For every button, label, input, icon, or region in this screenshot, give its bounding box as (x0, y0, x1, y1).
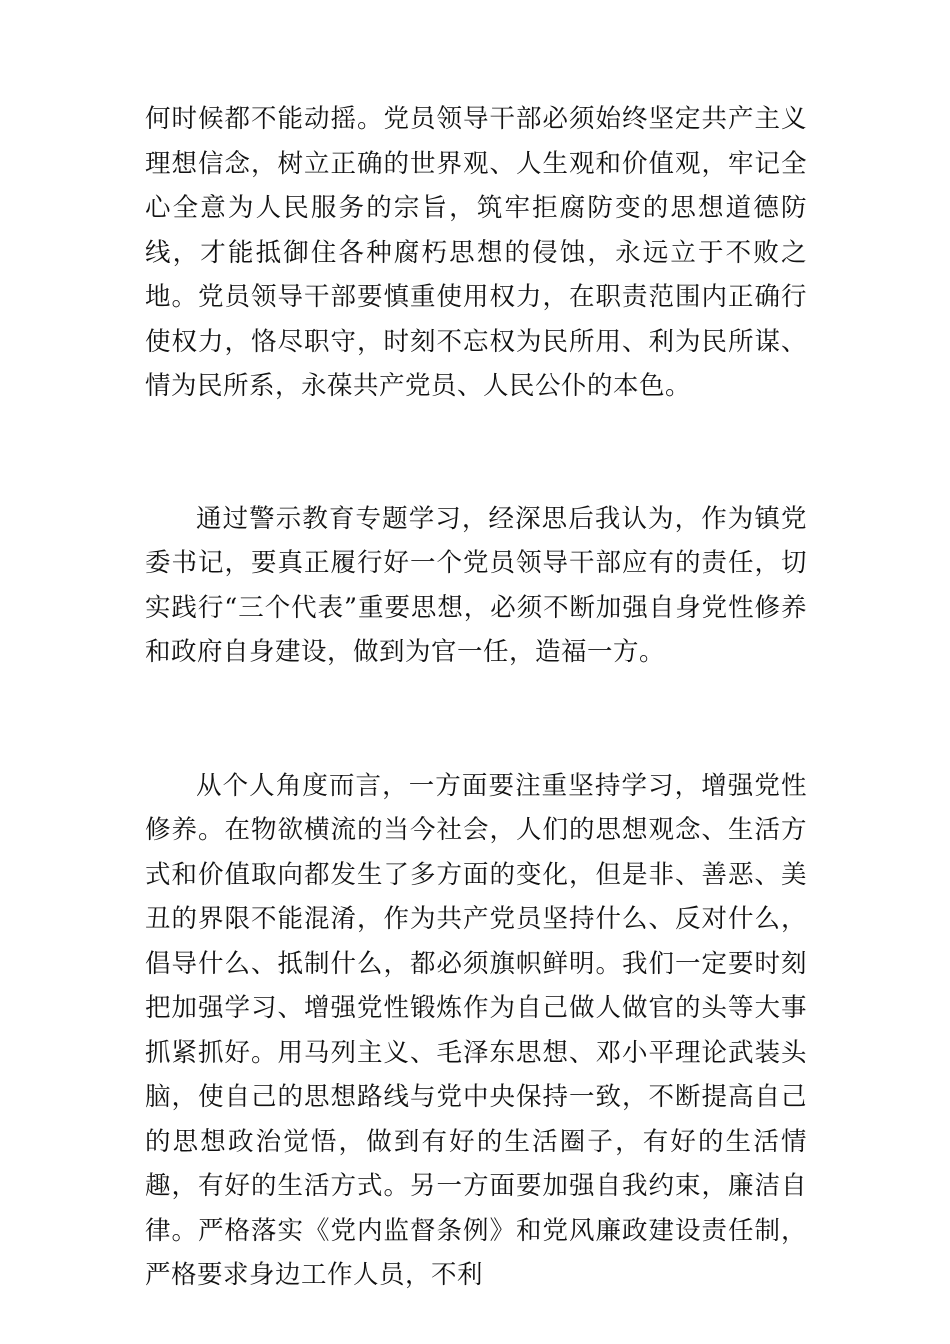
document-page (145, 97, 807, 1298)
paragraph-reflection: 通过警示教育专题学习，经深思后我认为，作为镇党委书记，要真正履行好一个党员领导干部应有的责任，切实践行“三个代表”重要思想，必须不断加强自身党性修养和政府自身建设，做到为官一任，造福一方。 (145, 503, 807, 667)
paragraph-spacer (145, 675, 807, 764)
paragraph-personal-perspective: 从个人角度而言，一方面要注重坚持学习，增强党性修养。在物欲横流的当今社会，人们的思想观念、生活方式和价值取向都发生了多方面的变化，但是非、善恶、美丑的界限不能混淆，作为共产党员坚持什么、反对什么，倡导什么、抵制什么，都必须旗帜鲜明。我们一定要时刻把加强学习、增强党性锻炼作为自己做人做官的头等大事抓紧抓好。用马列主义、毛泽东思想、邓小平理论武装头脑，使自己的思想路线与党中央保持一致，不断提高自己的思想政治觉悟，做到有好的生活圈子，有好的生活情趣，有好的生活方式。另一方面要加强自我约束，廉洁自律。严格落实《党内监督条例》和党风廉政建设责任制，严格要求身边工作人员，不利 (145, 770, 807, 1290)
paragraph-spacer (145, 409, 807, 497)
paragraph-continuation: 何时候都不能动摇。党员领导干部必须始终坚定共产主义理想信念，树立正确的世界观、人生观和价值观，牢记全心全意为人民服务的宗旨，筑牢拒腐防变的思想道德防线，才能抵御住各种腐朽思想的侵蚀，永远立于不败之地。党员领导干部要慎重使用权力，在职责范围内正确行使权力，恪尽职守，时刻不忘权为民所用、利为民所谋、情为民所系，永葆共产党员、人民公仆的本色。 (145, 104, 807, 401)
